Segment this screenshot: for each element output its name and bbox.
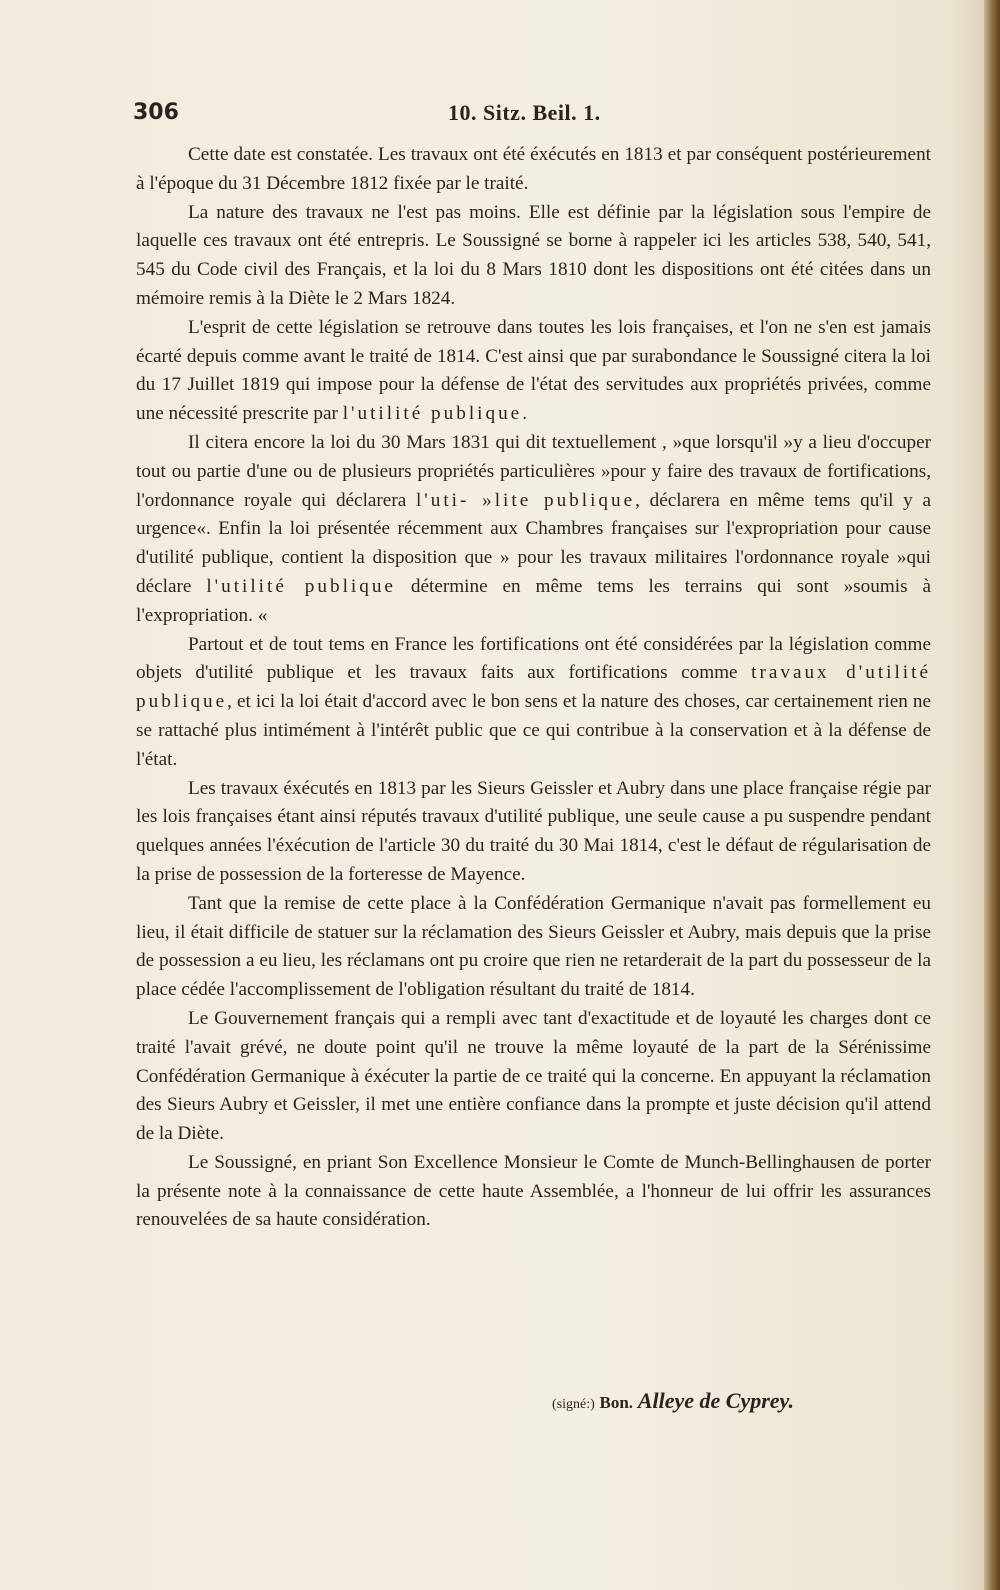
body-text <box>136 141 931 1235</box>
signature-name: Alleye de Cyprey. <box>637 1388 794 1413</box>
page-number: 306 <box>133 100 179 125</box>
paragraph-text: Partout et de tout tems en France les fortifications ont été considérées par la législation comme objets d'utilité publique et les travaux faits aux fortifications comme <box>136 633 931 684</box>
paragraph <box>136 429 931 631</box>
page-edge <box>984 0 1000 1590</box>
running-head: 10. Sitz. Beil. 1. <box>448 100 601 125</box>
paragraph: La nature des travaux ne l'est pas moins. Elle est définie par la législation sous l'empire de laquelle ces travaux ont été entrepris. Le Soussigné se borne à rappeler ici les articles 538, 540, 541, 545 du Code civil des Français, et la loi du 8 Mars 1810 dont les dispositions ont été citées dans un mémoire remis à la Diète le 2 Mars 1824. <box>136 201 931 309</box>
emphasis-text: l'utilité publique <box>342 403 523 425</box>
emphasis-text: l'utilité publique <box>206 575 396 597</box>
emphasis-text: l'uti- »lite publique <box>415 489 636 511</box>
signature-title: Bon. <box>599 1393 634 1412</box>
paragraph-text: . <box>522 403 527 425</box>
paragraph-text: , déclarera en même tems qu'il y a urgence«. Enfin la loi présentée récemment aux Chambres françaises sur l'expropriation pour cause d'utilité publique, contient la disposition que » pour les travaux militaires l'ordonnance royale »qui déclare <box>136 489 931 597</box>
paragraph-text: Il citera encore la loi du 30 Mars 1831 qui dit textuellement , »que lorsqu'il »y a lieu d'occuper tout ou partie d'une ou de plusieurs propriétés particulières »pour y faire des travaux de fortifications, l'ordonnance royale qui déclarera <box>136 431 931 511</box>
paragraph: Tant que la remise de cette place à la Confédération Germanique n'avait pas formellement eu lieu, il était difficile de statuer sur la réclamation des Sieurs Geissler et Aubry, mais depuis que la prise de possession a eu lieu, les réclamans ont pu croire que rien ne retarderait de la part du possesseur de la place cédée l'accomplissement de l'obligation résultant du traité de 1814. <box>136 892 931 1001</box>
paragraph: Le Gouvernement français qui a rempli avec tant d'exactitude et de loyauté les charges dont ce traité l'avait grévé, ne doute point qu'il ne trouve la même loyauté de la part de la Sérénissime Confédération Germanique à éxécuter la partie de ce traité qui la concerne. En appuyant la réclamation des Sieurs Aubry et Geissler, il met une entière confiance dans la prompte et juste décision qu'il attend de la Diète. <box>136 1007 931 1145</box>
paragraph: Le Soussigné, en priant Son Excellence Monsieur le Comte de Munch-Bellinghausen de porter la présente note à la connaissance de cette haute Assemblée, a l'honneur de lui offrir les assurances renouvelées de sa haute considération. <box>136 1151 931 1231</box>
paragraph: Les travaux éxécutés en 1813 par les Sieurs Geissler et Aubry dans une place française régie par les lois françaises étant ainsi réputés travaux d'utilité publique, une seule cause a pu suspendre pendant quelques années l'éxécution de l'article 30 du traité du 30 Mai 1814, c'est le défaut de régularisation de la prise de possession de la forteresse de Mayence. <box>136 777 931 885</box>
page-header <box>133 100 933 136</box>
emphasis-text: travaux d'utilité publique <box>136 662 931 713</box>
paragraph-text: , et ici la loi était d'accord avec le bon sens et la nature des choses, car certainement rien ne se rattaché plus intimément à l'intérêt public que ce qui contribue à la conservation et à la défense de l'état. <box>136 691 931 770</box>
paragraph-text: détermine en même tems les terrains qui sont »soumis à l'expropriation. « <box>136 575 931 626</box>
signature-prefix: (signé:) <box>552 1397 595 1412</box>
paragraph <box>136 631 931 775</box>
paragraph: Cette date est constatée. Les travaux ont été éxécutés en 1813 et par conséquent postérieurement à l'époque du 31 Décembre 1812 fixée par le traité. <box>136 144 931 194</box>
paragraph-text: L'esprit de cette législation se retrouve dans toutes les lois françaises, et l'on ne s'en est jamais écarté depuis comme avant le traité de 1814. C'est ainsi que par surabondance le Soussigné citera la loi du 17 Juillet 1819 qui impose pour la défense de l'état des servitudes aux propriétés privées, comme une nécessité prescrite par <box>136 316 931 425</box>
paragraph <box>136 314 931 429</box>
signature <box>552 1388 932 1414</box>
